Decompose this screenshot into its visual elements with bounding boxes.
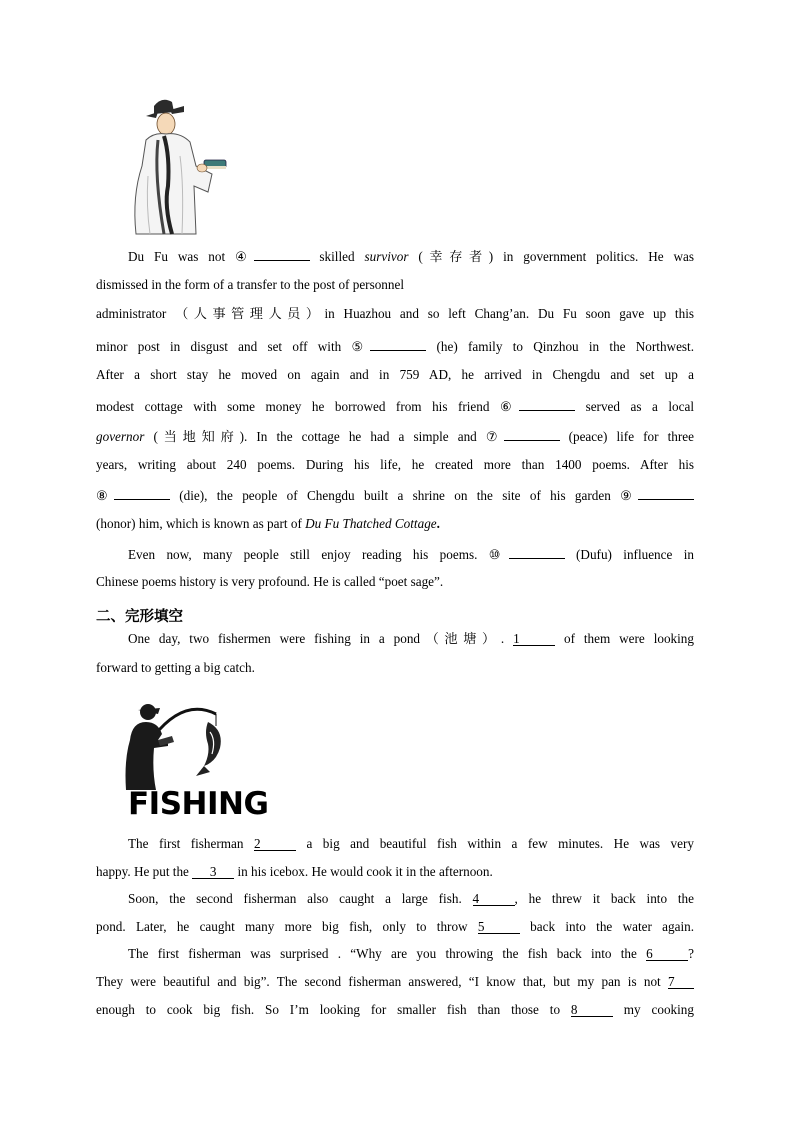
cloze-line-1: One day, two fishermen were fishing in a pond（池塘）. 1 of them were looking	[128, 631, 694, 646]
answer-blank-10[interactable]	[509, 544, 565, 559]
cloze-line-3: The first fisherman 2 a big and beautiful fish within a few minutes. He was very	[128, 836, 694, 851]
section-title-cloze: 二、完形填空	[96, 609, 183, 625]
cloze-blank-3[interactable]: 3	[192, 864, 234, 879]
cloze-blank-1[interactable]: 1	[513, 631, 555, 646]
passage-line-7: governor (当地知府). In the cottage he had a simple and ⑦ (peace) life for three	[96, 426, 694, 446]
cloze-blank-5[interactable]: 5	[478, 919, 520, 934]
answer-blank-6[interactable]	[519, 396, 575, 411]
passage-line-5: After a short stay he moved on again and in 759 AD, he arrived in Chengdu and set up a	[96, 367, 694, 382]
passage-line-10: (honor) him, which is known as part of Du Fu Thatched Cottage.	[96, 516, 440, 531]
cloze-line-7: The first fisherman was surprised . “Why are you throwing the fish back into the 6 ?	[128, 946, 694, 961]
passage-line-2: dismissed in the form of a transfer to the post of personnel	[96, 277, 405, 292]
fisherman-illustration	[124, 700, 228, 790]
passage-line-1: Du Fu was not ④ skilled survivor (幸存者) in government politics. He was	[128, 246, 694, 266]
cloze-line-5: Soon, the second fisherman also caught a large fish. 4 , he threw it back into the	[128, 891, 694, 906]
cloze-line-9: enough to cook big fish. So I’m looking for smaller fish than those to 8 my cooking	[96, 1002, 694, 1017]
answer-blank-7[interactable]	[504, 426, 560, 441]
answer-blank-4[interactable]	[254, 246, 310, 261]
cloze-blank-6[interactable]: 6	[646, 946, 688, 961]
cloze-line-6: pond. Later, he caught many more big fish, only to throw 5 back into the water again.	[96, 919, 694, 934]
passage-line-3: administrator （人事管理人员）in Huazhou and so left Chang’an. Du Fu soon gave up this	[96, 306, 694, 321]
passage-line-11: Even now, many people still enjoy reading his poems. ⑩ (Dufu) influence in	[128, 544, 694, 564]
passage-line-8: years, writing about 240 poems. During his life, he created more than 1400 poems. After his	[96, 457, 694, 472]
passage-line-12: Chinese poems history is very profound. He is called “poet sage”.	[96, 574, 444, 589]
cloze-line-2: forward to getting a big catch.	[96, 660, 255, 675]
answer-blank-9[interactable]	[638, 485, 694, 500]
cloze-blank-2[interactable]: 2	[254, 836, 296, 851]
cloze-blank-7[interactable]: 7	[668, 974, 694, 989]
passage-line-9: ⑧ (die), the people of Chengdu built a shrine on the site of his garden ⑨	[96, 485, 694, 505]
cloze-line-4: happy. He put the 3 in his icebox. He would cook it in the afternoon.	[96, 864, 493, 879]
du-fu-illustration	[124, 96, 234, 236]
fishing-logo-text: FISHING	[128, 786, 269, 822]
passage-line-4: minor post in disgust and set off with ⑤ (he) family to Qinzhou in the Northwest.	[96, 336, 694, 356]
cloze-blank-4[interactable]: 4	[473, 891, 515, 906]
answer-blank-5[interactable]	[370, 336, 426, 351]
cloze-line-8: They were beautiful and big”. The second fisherman answered, “I know that, but my pan is not 7	[96, 973, 694, 991]
passage-line-6: modest cottage with some money he borrowed from his friend ⑥ served as a local	[96, 396, 694, 416]
answer-blank-8[interactable]	[114, 485, 170, 500]
cloze-blank-8[interactable]: 8	[571, 1002, 613, 1017]
